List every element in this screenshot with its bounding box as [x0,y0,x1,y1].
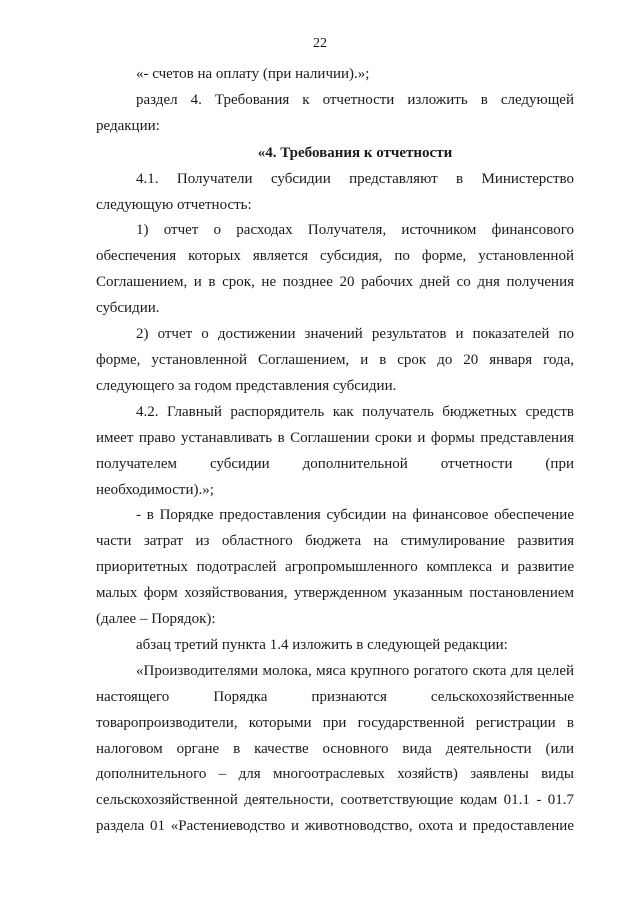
document-body [96,62,574,840]
section-heading: «4. Требования к отчетности [257,144,453,161]
paragraph: 1) отчет о расходах Получателя, источником финансового обеспечения которых является субсидия, по форме, установленной Соглашением, и в срок, не позднее 20 рабочих дней со дня получения субсидии. [96,222,574,317]
paragraph: абзац третий пункта 1.4 изложить в следующей редакции: [136,636,508,653]
paragraph: 2) отчет о достижении значений результатов и показателей по форме, установленной Соглашением, и в срок до 20 января года, следующего за годом представления субсидии. [96,326,574,394]
paragraph: - в Порядке предоставления субсидии на финансовое обеспечение части затрат из областного бюджета на стимулирование развития приоритетных подотраслей агропромышленного комплекса и развитие малых форм хозяйствования, утвержденном указанным постановлением (далее – Порядок): [96,507,574,628]
paragraph: 4.2. Главный распорядитель как получатель бюджетных средств имеет право устанавливать в Соглашении сроки и формы представления получателем субсидии дополнительной отчетности (при необходимости).»; [96,403,574,498]
page-number: 22 [313,36,327,51]
paragraph: «- счетов на оплату (при наличии).»; [136,66,370,82]
paragraph: раздел 4. Требования к отчетности изложить в следующей редакции: [96,91,574,134]
paragraph: «Производителями молока, мяса крупного рогатого скота для целей настоящего Порядка признаются сельскохозяйственные товаропроизводители, которыми при государственной регистрации в налоговом органе в качестве основного вида деятельности (или дополнительного – для многоотраслевых хозяйств) заявлены виды сельскохозяйственной деятельности, соответствующие кодам 01.1 - 01.7 раздела 01 «Растениеводство и животноводство, охота и предоставление [96,662,574,835]
paragraph: 4.1. Получатели субсидии представляют в Министерство следующую отчетность: [96,170,574,213]
